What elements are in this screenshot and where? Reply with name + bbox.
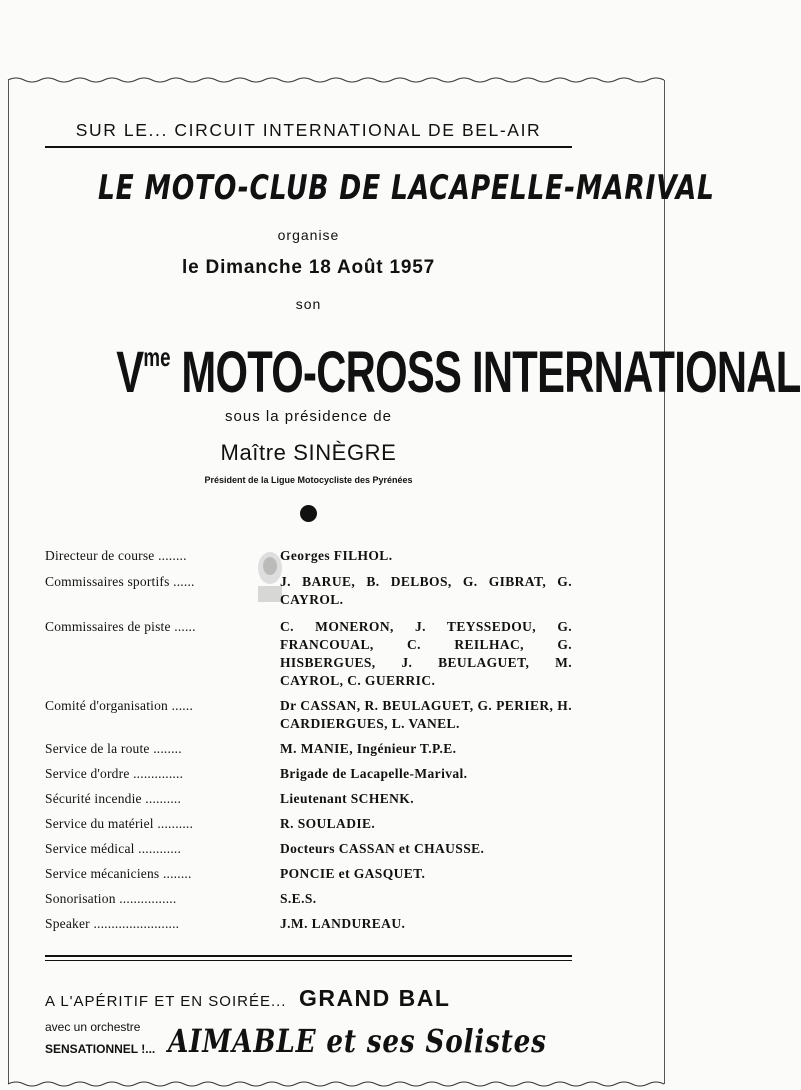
sensationnel-text: SENSATIONNEL !... (45, 1042, 156, 1056)
staff-role: Directeur de course ........ (45, 548, 187, 563)
event-name: MOTO-CROSS INTERNATIONAL (181, 340, 801, 405)
staff-names: Brigade de Lacapelle-Marival. (280, 766, 468, 781)
staff-role: Service mécaniciens ........ (45, 866, 192, 881)
aperitif-line (45, 985, 572, 1012)
circuit-heading: SUR LE... CIRCUIT INTERNATIONAL DE BEL-AIR (75, 120, 542, 140)
staff-names: J. BARUE, B. DELBOS, G. GIBRAT, G. CAYROL. (280, 574, 572, 607)
footer-rule-bottom (45, 960, 572, 961)
staff-role: Comité d'organisation ...... (45, 698, 194, 713)
president-name: Maître SINÈGRE (220, 440, 397, 465)
organise-text: organise (277, 227, 340, 243)
staff-names: J.M. LANDUREAU. (280, 916, 406, 931)
edition-suffix: me (143, 342, 171, 372)
son-text: son (295, 296, 322, 312)
edition-numeral: V (116, 340, 144, 405)
event-title (116, 322, 801, 408)
bottom-wavy-border (8, 1080, 664, 1088)
president-role: Président de la Ligue Motocycliste des Pyrénées (204, 475, 413, 485)
staff-names: S.E.S. (280, 891, 317, 906)
staff-names: Dr CASSAN, R. BEULAGUET, G. PERIER, H. CARDIERGUES, L. VANEL. (280, 698, 572, 731)
staff-role: Sonorisation ................ (45, 891, 177, 906)
header-rule (45, 146, 572, 148)
band-name: AIMABLE et ses Solistes (168, 1022, 547, 1060)
staff-role: Service médical ............ (45, 841, 182, 856)
grand-bal-text: GRAND BAL (298, 985, 451, 1011)
staff-names: Docteurs CASSAN et CHAUSSE. (280, 841, 485, 856)
separator-dot (300, 505, 317, 522)
presidence-text: sous la présidence de (225, 408, 392, 425)
staff-role: Service de la route ........ (45, 741, 182, 756)
staff-names: R. SOULADIE. (280, 816, 376, 831)
staff-role: Service d'ordre .............. (45, 766, 184, 781)
aperitif-text: A L'APÉRITIF ET EN SOIRÉE... (45, 993, 287, 1010)
club-title: LE MOTO-CLUB DE LACAPELLE-MARIVAL (97, 168, 715, 208)
staff-role: Speaker ........................ (45, 916, 180, 931)
staff-role: Sécurité incendie .......... (45, 791, 182, 806)
staff-names: Georges FILHOL. (280, 548, 393, 563)
staff-names: Lieutenant SCHENK. (280, 791, 414, 806)
staff-role: Service du matériel .......... (45, 816, 194, 831)
footer-rule-top (45, 955, 572, 957)
event-date: le Dimanche 18 Août 1957 (182, 257, 435, 278)
staff-names: M. MANIE, Ingénieur T.P.E. (280, 741, 457, 756)
staff-names: PONCIE et GASQUET. (280, 866, 426, 881)
orchestre-text: avec un orchestre (45, 1020, 141, 1034)
staff-names: C. MONERON, J. TEYSSEDOU, G. FRANCOUAL, C. REILHAC, G. HISBERGUES, J. BEULAGUET, M. CAYROL, C. GUERRIC. (280, 619, 572, 688)
staff-role: Commissaires sportifs ...... (45, 574, 195, 589)
staff-role: Commissaires de piste ...... (45, 619, 196, 634)
